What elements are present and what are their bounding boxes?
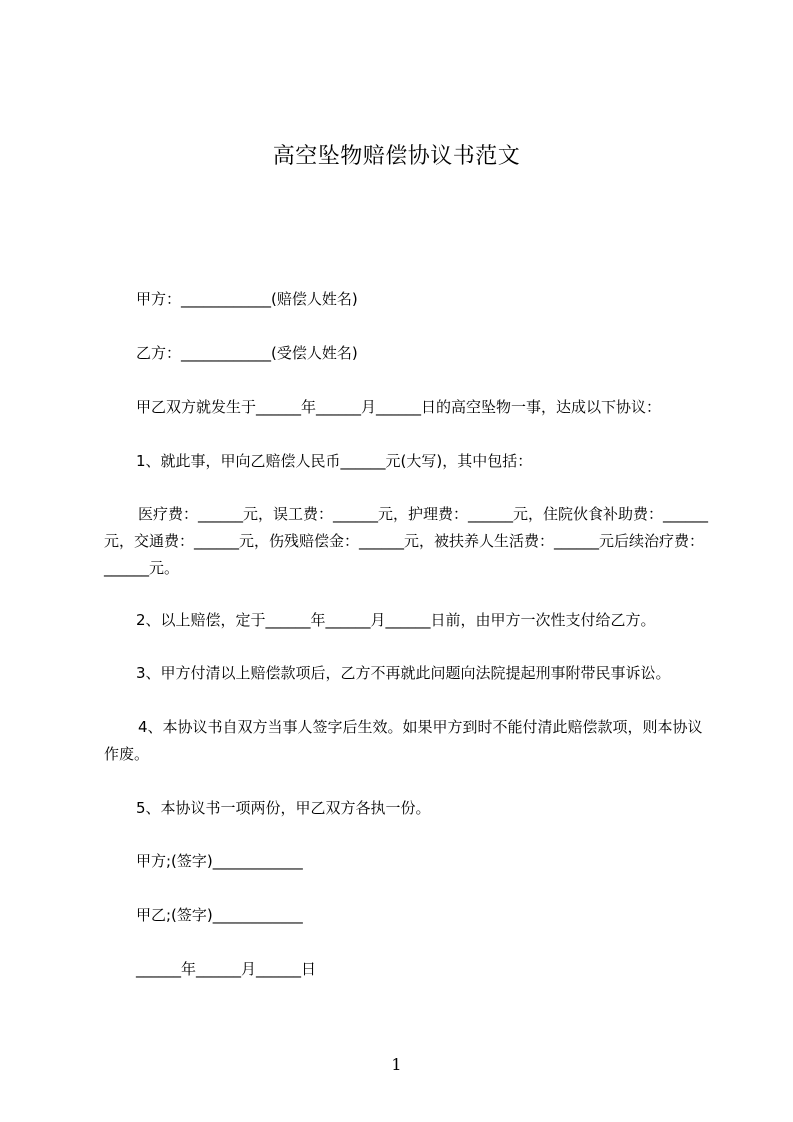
party-a-line: 甲方：____________(赔偿人姓名) [136,290,358,308]
page-number: 1 [391,1055,402,1074]
clause-2: 2、以上赔偿，定于______年______月______日前，由甲方一次性支付给乙方。 [136,611,656,629]
signature-party-b: 甲乙;(签字)____________ [136,906,303,924]
party-b-line: 乙方：____________(受偿人姓名) [136,344,358,362]
signature-party-a: 甲方;(签字)____________ [136,852,303,870]
signature-date: ______年______月______日 [136,960,317,978]
clause-5: 5、本协议书一项两份，甲乙双方各执一份。 [136,799,431,817]
clause-1-detail: 医疗费：______元，误工费：______元，护理费：______元，住院伙食补助费：______元，交通费：______元，伤残赔偿金：______元，被扶养人生活费：______元后续治疗费：______元。 [104,505,709,577]
clause-1: 1、就此事，甲向乙赔偿人民币______元(大写)，其中包括： [136,452,533,470]
clause-3: 3、甲方付清以上赔偿款项后，乙方不再就此问题向法院提起刑事附带民事诉讼。 [136,664,671,682]
document-title: 高空坠物赔偿协议书范文 [272,144,521,169]
clause-4: 4、本协议书自双方当事人签字后生效。如果甲方到时不能付清此赔偿款项，则本协议作废。 [104,718,703,763]
intro-paragraph: 甲乙双方就发生于______年______月______日的高空坠物一事，达成以下协议： [136,398,662,416]
